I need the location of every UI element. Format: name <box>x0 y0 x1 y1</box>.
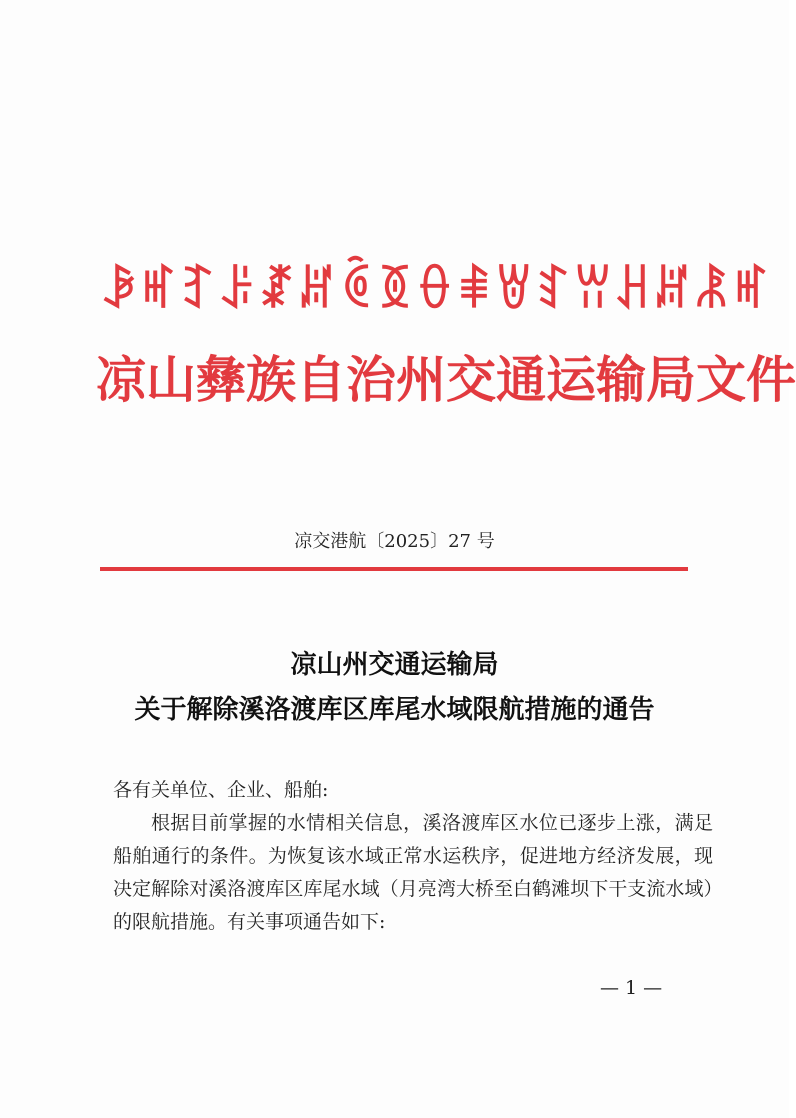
notice-title-line2: 关于解除溪洛渡库区库尾水域限航措施的通告 <box>134 695 655 725</box>
salutation: 各有关单位、企业、船舶: <box>113 779 329 801</box>
yi-script-header: ꆃꎭꆈꌠꊨꏦꏱꅉꂷꑌꇐꆏꀕꃅꏦꂿꎭ <box>100 263 772 319</box>
issuing-authority-header: 凉山彝族自治州交通运输局文件 <box>96 351 796 409</box>
red-divider-line <box>100 567 688 571</box>
page-number: — 1 — <box>600 977 663 999</box>
notice-title-line1: 凉山州交通运输局 <box>290 650 499 680</box>
document-number: 凉交港航〔2025〕27 号 <box>294 531 495 552</box>
body-paragraph: 根据目前掌握的水情相关信息，溪洛渡库区水位已逐步上涨，满足船舶通行的条件。为恢复该水域正常水运秩序，促进地方经济发展，现决定解除对溪洛渡库区库尾水域（月亮湾大桥至白鹤滩坝下干支流水域）的限航措施。有关事项通告如下: <box>113 812 713 933</box>
